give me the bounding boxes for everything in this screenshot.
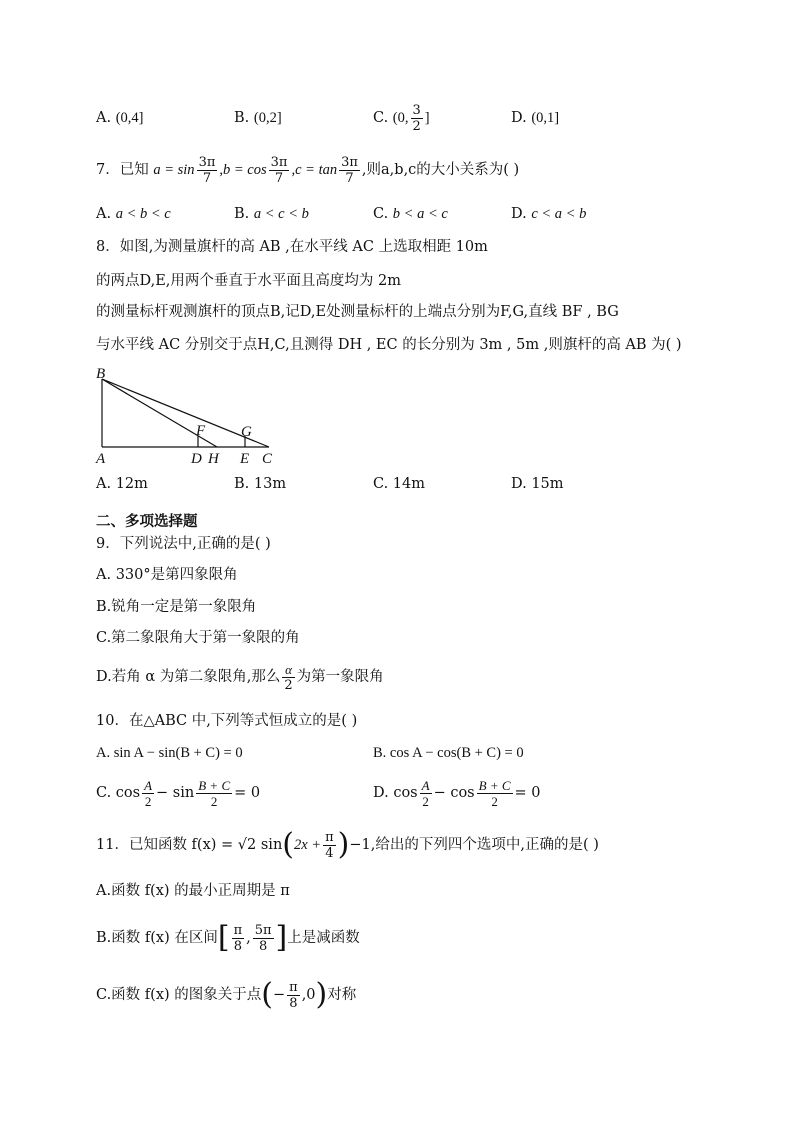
- stem-text: ,则a,b,c的大小关系为( ): [361, 162, 520, 178]
- flagpole-figure: [90, 364, 290, 468]
- frac-num: 3: [412, 102, 421, 118]
- fraction: [411, 103, 423, 134]
- frac-den: 7: [274, 170, 284, 186]
- q7-option-d: [511, 204, 586, 224]
- frac-num: A: [144, 777, 153, 793]
- q8-option-c: [373, 474, 425, 494]
- option-value: 13m: [253, 476, 287, 492]
- frac-num: π: [325, 829, 334, 845]
- stem-math: a = sin: [153, 162, 195, 178]
- q6-option-c: [373, 98, 430, 138]
- q7-option-a: [96, 204, 171, 224]
- frac-den: 2: [210, 793, 218, 809]
- fraction: [339, 155, 360, 186]
- label-c: C: [262, 451, 273, 467]
- stem-text: −1,给出的下列四个选项中,正确的是( ): [349, 837, 599, 853]
- label-e: E: [240, 451, 250, 467]
- option-math: a < c < b: [253, 206, 309, 222]
- option-math: = 0: [514, 785, 541, 801]
- q9-option-a: A. 330°是第四象限角: [96, 567, 238, 583]
- q7-option-b: [234, 204, 309, 224]
- question-number: 7．: [96, 162, 120, 178]
- option-math: − sin: [156, 785, 195, 801]
- option-math: D. cos: [373, 785, 418, 801]
- fraction: [323, 830, 336, 861]
- label-f: F: [196, 423, 206, 439]
- option-label: B.: [234, 206, 250, 222]
- q10-option-b: B. cos A − cos(B + C) = 0: [373, 745, 524, 761]
- q7-stem: [96, 150, 519, 190]
- option-text: 对称: [327, 987, 357, 1003]
- option-label: D.: [511, 110, 527, 126]
- stem-text: 已知: [119, 162, 149, 178]
- fraction: [253, 923, 274, 954]
- option-text: 上是减函数: [287, 930, 360, 946]
- fraction: [197, 155, 218, 186]
- option-label: C.: [373, 206, 389, 222]
- option-math: ,0: [301, 987, 316, 1003]
- option-label: C.: [373, 476, 389, 492]
- frac-num: B + C: [478, 777, 511, 793]
- option-math: (0,4]: [115, 110, 144, 126]
- option-value: 15m: [531, 476, 564, 492]
- q9-option-b: B.锐角一定是第一象限角: [96, 599, 257, 615]
- frac-den: 8: [289, 995, 298, 1011]
- label-b: B: [96, 366, 106, 382]
- stem-math: ,b = cos: [219, 162, 267, 178]
- frac-den: 8: [258, 938, 268, 954]
- option-math: (0,: [392, 110, 409, 126]
- q8-option-a: [96, 474, 148, 494]
- frac-num: 3π: [198, 154, 216, 170]
- fraction: [420, 778, 432, 809]
- q11-option-b: B.函数 f(x) 在区间[ $\frac{\pi}{8}$ , $\frac{5\pi}{8}$ ]上是减函数: [96, 920, 360, 955]
- q10-option-c: [96, 773, 260, 813]
- q11-option-c: [96, 975, 356, 1015]
- option-text: D.若角 α 为第二象限角,那么: [96, 669, 281, 685]
- option-math: ]: [424, 110, 430, 126]
- q9-stem: 9．下列说法中,正确的是( ): [96, 536, 271, 552]
- option-label: D.: [511, 476, 527, 492]
- q8-option-d: [511, 474, 564, 494]
- frac-den: 2: [422, 793, 429, 809]
- stem-text: 11．已知函数 f(x) = √2 sin: [96, 837, 283, 853]
- option-text: C.函数 f(x) 的图象关于点: [96, 987, 262, 1003]
- option-math: = 0: [234, 785, 261, 801]
- label-g: G: [241, 424, 252, 440]
- frac-num: B + C: [198, 777, 231, 793]
- q8-stem-line4: 与水平线 AC 分别交于点H,C,且测得 DH , EC 的长分别为 3m , 5m ,则旗杆的高 AB 为( ): [96, 337, 682, 353]
- option-label: A.: [96, 206, 112, 222]
- frac-den: 2: [491, 793, 498, 809]
- option-math: −: [272, 987, 286, 1003]
- frac-num: α: [282, 662, 294, 678]
- frac-den: 8: [233, 938, 242, 954]
- option-value: 12m: [115, 476, 148, 492]
- option-math: − cos: [433, 785, 475, 801]
- paren-open: (: [261, 977, 273, 1012]
- q9-option-d: [96, 657, 384, 697]
- q7-option-c: [373, 204, 448, 224]
- fraction: [142, 778, 154, 809]
- option-value: 14m: [392, 476, 425, 492]
- q8-stem-line3: 的测量标杆观测旗杆的顶点B,记D,E处测量标杆的上端点分别为F,G,直线 BF , BG: [96, 304, 619, 320]
- frac-den: 2: [412, 118, 421, 134]
- frac-den: 2: [144, 793, 152, 809]
- frac-den: 2: [284, 677, 293, 693]
- option-math: c < a < b: [531, 206, 587, 222]
- option-math: (0,2]: [253, 110, 282, 126]
- option-math: a < b < c: [115, 206, 171, 222]
- q6-option-b: [234, 108, 282, 128]
- section-heading: 二、多项选择题: [96, 514, 198, 530]
- fraction: [287, 980, 300, 1011]
- frac-den: 4: [325, 845, 334, 861]
- frac-den: 7: [345, 170, 354, 186]
- fraction: [269, 155, 290, 186]
- option-label: D.: [511, 206, 527, 222]
- q10-option-a: A. sin A − sin(B + C) = 0: [96, 745, 243, 761]
- paren-close: ): [315, 977, 328, 1012]
- q11-stem: [96, 825, 599, 865]
- frac-num: 3π: [341, 154, 358, 170]
- q6-option-a: [96, 108, 144, 128]
- stem-math: ,c = tan: [291, 162, 338, 178]
- option-label: C.: [373, 110, 389, 126]
- option-text: 为第一象限角: [296, 669, 384, 685]
- q10-stem: 10．在△ABC 中,下列等式恒成立的是( ): [96, 713, 358, 729]
- frac-num: 3π: [270, 154, 288, 170]
- frac-num: 5π: [254, 922, 272, 938]
- label-d: D: [191, 451, 202, 467]
- fraction: [232, 923, 245, 954]
- q8-stem-line1: 8．如图,为测量旗杆的高 AB ,在水平线 AC 上选取相距 10m: [96, 239, 488, 255]
- option-text: B.函数 f(x) 在区间: [96, 930, 218, 946]
- q11-option-a: A.函数 f(x) 的最小正周期是 π: [96, 883, 290, 899]
- q9-option-c: C.第二象限角大于第一象限的角: [96, 630, 300, 646]
- label-h: H: [208, 451, 219, 467]
- label-a: A: [96, 451, 106, 467]
- paren-open: (: [282, 827, 294, 862]
- bracket-close: ]: [275, 920, 288, 955]
- option-math: (0,1]: [531, 110, 560, 126]
- frac-den: 7: [202, 170, 212, 186]
- option-label: A.: [96, 476, 112, 492]
- q10-option-d: [373, 773, 541, 813]
- frac-num: π: [233, 922, 243, 938]
- option-math: C. cos: [96, 785, 141, 801]
- frac-num: A: [421, 777, 430, 793]
- q6-option-d: [511, 108, 559, 128]
- fraction: [282, 662, 294, 693]
- option-label: A.: [96, 110, 112, 126]
- fraction: [477, 778, 513, 809]
- frac-num: π: [289, 979, 298, 995]
- fraction: [196, 778, 232, 809]
- option-label: B.: [234, 476, 250, 492]
- paren-close: ): [337, 827, 350, 862]
- stem-math: 2x +: [294, 837, 322, 853]
- q8-option-b: [234, 474, 286, 494]
- bracket-open: [: [217, 920, 230, 955]
- option-math: b < a < c: [392, 206, 448, 222]
- q8-stem-line2: 的两点D,E,用两个垂直于水平面且高度均为 2m: [96, 273, 401, 289]
- option-label: B.: [234, 110, 250, 126]
